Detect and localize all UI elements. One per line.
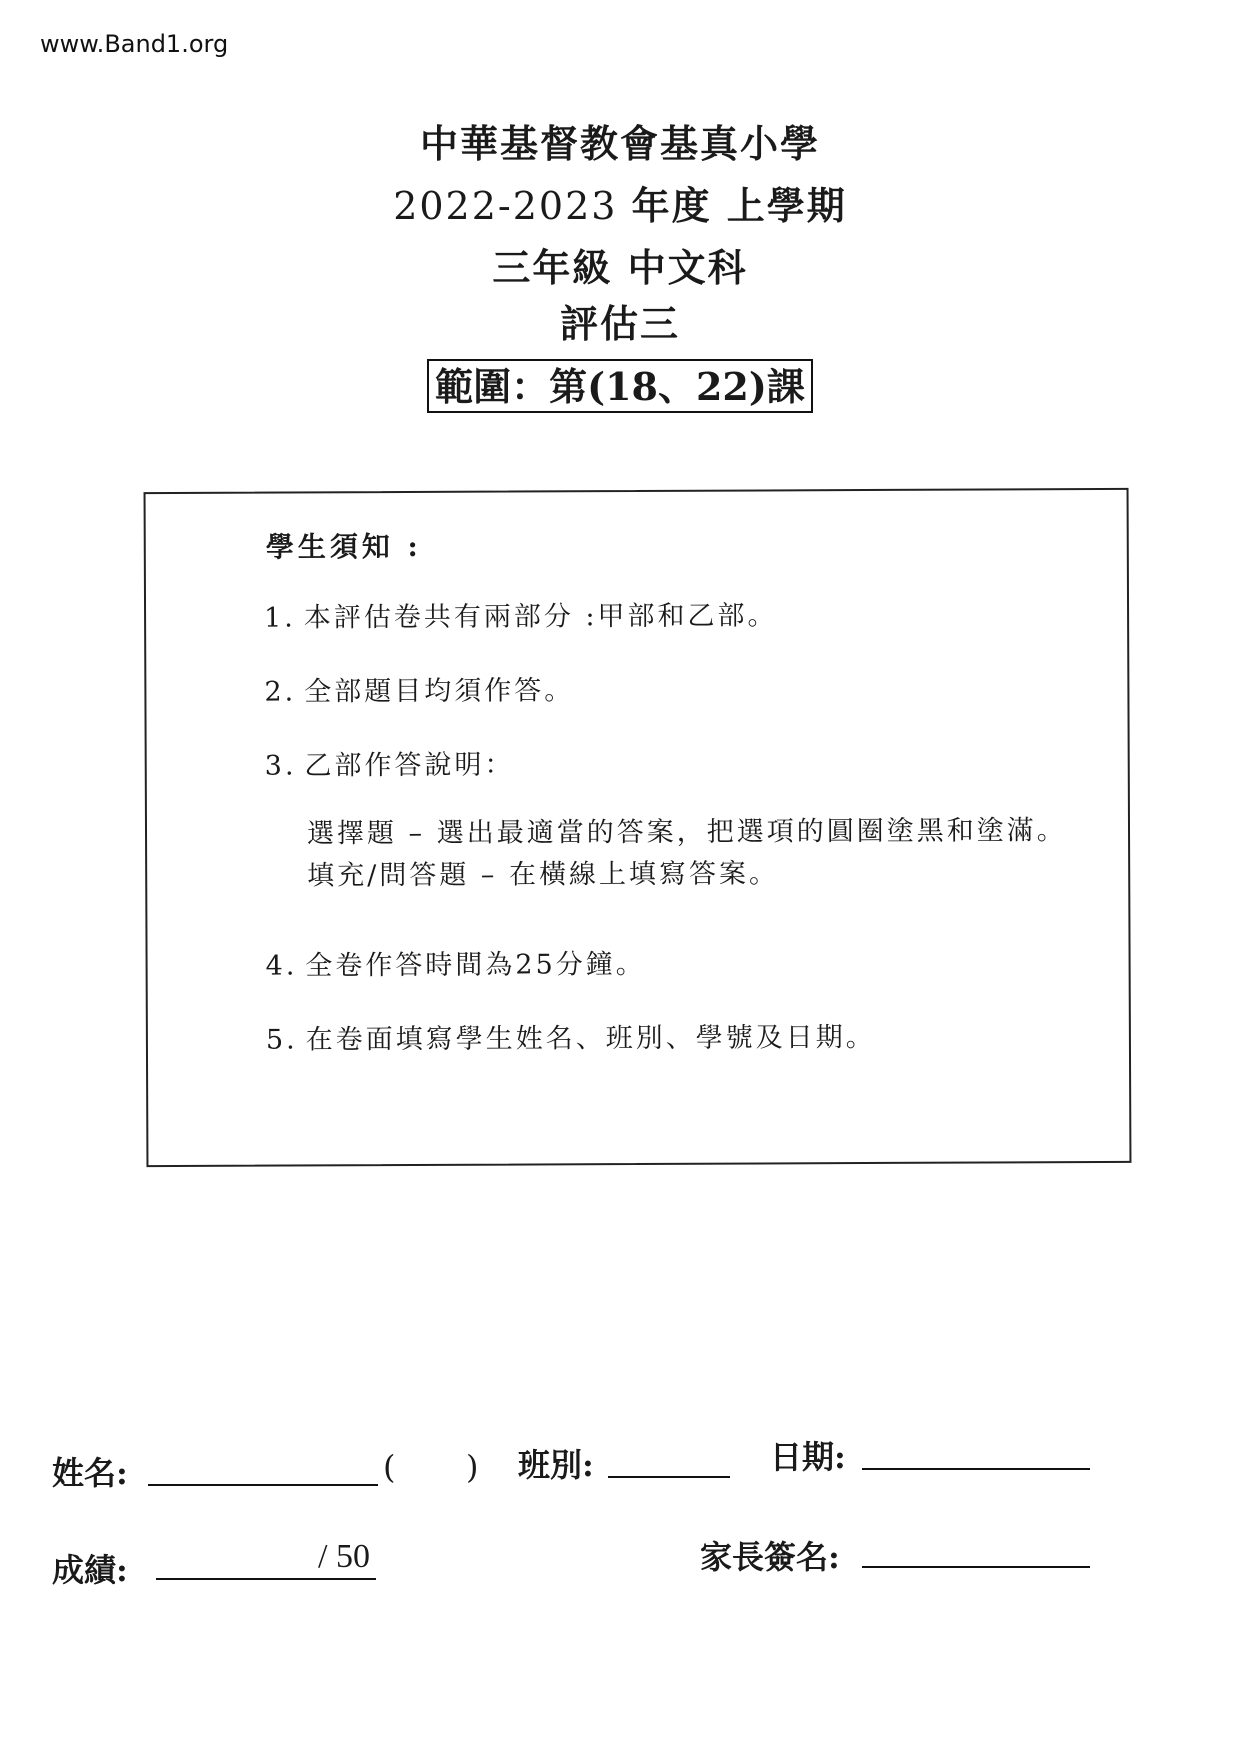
- school-name: 中華基督教會基真小學: [419, 121, 820, 166]
- school-year: 2022-2023: [393, 184, 618, 228]
- parent-signature-label: 家長簽名:: [700, 1538, 840, 1576]
- score-total: / 50: [318, 1538, 370, 1575]
- term-label: 年度 上學期: [631, 183, 847, 228]
- assessment-title: 評估三: [559, 301, 680, 346]
- scope-wrapper: [0, 359, 1240, 413]
- notice-item-text: 在卷面填寫學生姓名、班別、學號及日期。: [305, 1021, 876, 1056]
- notice-item-number: 4.: [265, 950, 298, 982]
- class-number-close-paren: ): [466, 1448, 479, 1486]
- date-label: 日期:: [770, 1438, 846, 1476]
- notice-item-number: 1.: [264, 602, 296, 634]
- name-field-line[interactable]: [148, 1484, 378, 1486]
- notice-item-number: 5.: [265, 1024, 298, 1056]
- class-label: 班別:: [518, 1446, 594, 1484]
- notice-item-2: [264, 668, 574, 708]
- score-field-line[interactable]: [156, 1578, 376, 1580]
- notice-item-4: [266, 942, 646, 983]
- name-label: 姓名:: [52, 1454, 128, 1492]
- notice-item-text: 全卷作答時間為25分鐘。: [305, 948, 646, 982]
- notice-item-text: 乙部作答說明：: [304, 749, 515, 782]
- scope-box: 範圍：第(18、22)課: [427, 359, 813, 413]
- notice-item-number: 3.: [264, 750, 297, 782]
- notice-title: 學生須知 :: [265, 529, 422, 564]
- student-notice-box: [144, 488, 1132, 1167]
- notice-item-number: 2.: [264, 676, 297, 708]
- instruction-multiple-choice: 選擇題 – 選出最適當的答案，把選項的圓圈塗黑和塗滿。: [306, 815, 1067, 850]
- date-field-line[interactable]: [862, 1468, 1090, 1470]
- notice-item-text: 全部題目均須作答。: [304, 675, 575, 708]
- notice-item-1: [264, 593, 778, 634]
- notice-item-text: 本評估卷共有兩部分 :甲部和乙部。: [303, 600, 778, 634]
- score-label: 成績:: [52, 1551, 128, 1589]
- exam-header: [0, 121, 1240, 413]
- grade-subject: 三年級 中文科: [492, 245, 748, 290]
- website-watermark: www.Band1.org: [40, 30, 229, 58]
- instruction-fill-in: 填充/問答題 – 在橫線上填寫答案。: [307, 858, 780, 892]
- term-line: [0, 183, 1240, 228]
- class-number-open-paren: (: [383, 1448, 396, 1486]
- notice-item-5: [266, 1015, 876, 1057]
- class-field-line[interactable]: [608, 1476, 730, 1478]
- notice-item-3: [265, 743, 515, 783]
- parent-signature-line[interactable]: [862, 1566, 1090, 1568]
